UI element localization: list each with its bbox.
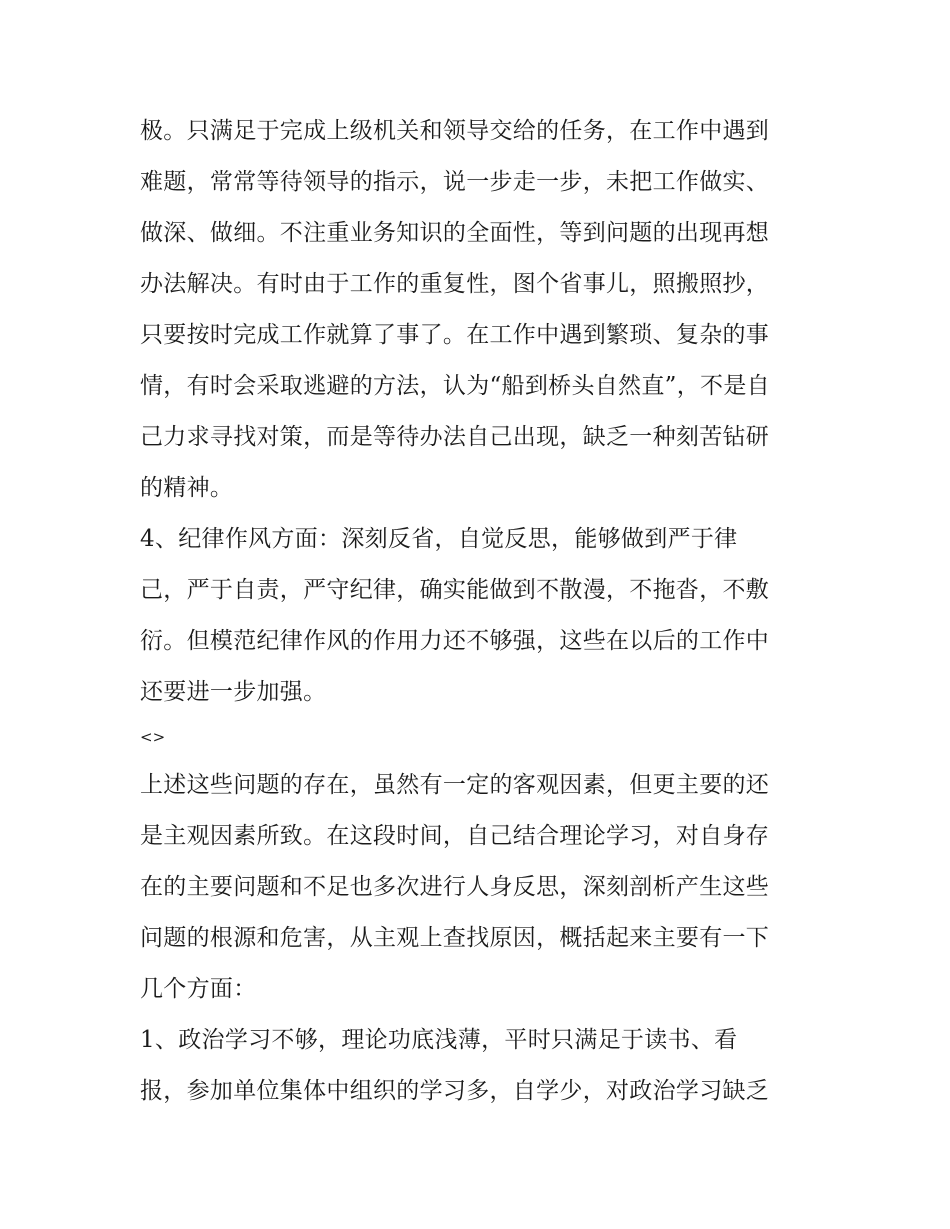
text-line: 情，有时会采取逃避的方法，认为“船到桥头自然直”，不是自 [140, 373, 770, 399]
text-line: 己，严于自责，严守纪律，确实能做到不散漫，不拖沓，不敷 [140, 577, 770, 603]
text-line: 难题，常常等待领导的指示，说一步走一步，未把工作做实、 [140, 169, 770, 195]
text-line: 只要按时完成工作就算了事了。在工作中遇到繁琐、复杂的事 [140, 322, 770, 348]
text-line: 1、政治学习不够，理论功底浅薄，平时只满足于读书、看 [140, 1027, 738, 1053]
text-line: 报，参加单位集体中组织的学习多，自学少，对政治学习缺乏 [140, 1078, 770, 1104]
section-marker: <> [140, 728, 166, 746]
text-line: 问题的根源和危害，从主观上查找原因，概括起来主要有一下 [140, 925, 770, 951]
text-line: 是主观因素所致。在这段时间，自己结合理论学习，对自身存 [140, 823, 770, 849]
text-line: 上述这些问题的存在，虽然有一定的客观因素，但更主要的还 [140, 772, 770, 798]
text-line: 4、纪律作风方面：深刻反省，自觉反思，能够做到严于律 [140, 526, 738, 552]
text-line: 几个方面： [140, 976, 257, 1002]
text-line: 做深、做细。不注重业务知识的全面性，等到问题的出现再想 [140, 220, 770, 246]
text-line: 还要进一步加强。 [140, 679, 327, 705]
text-line: 衍。但模范纪律作风的作用力还不够强，这些在以后的工作中 [140, 628, 770, 654]
text-line: 在的主要问题和不足也多次进行人身反思，深刻剖析产生这些 [140, 874, 770, 900]
body-text [140, 106, 820, 1117]
text-line: 极。只满足于完成上级机关和领导交给的任务，在工作中遇到 [140, 118, 770, 144]
text-line: 己力求寻找对策，而是等待办法自己出现，缺乏一种刻苦钻研 [140, 424, 770, 450]
text-line: 办法解决。有时由于工作的重复性，图个省事儿，照搬照抄， [140, 271, 770, 297]
text-line: 的精神。 [140, 475, 234, 501]
